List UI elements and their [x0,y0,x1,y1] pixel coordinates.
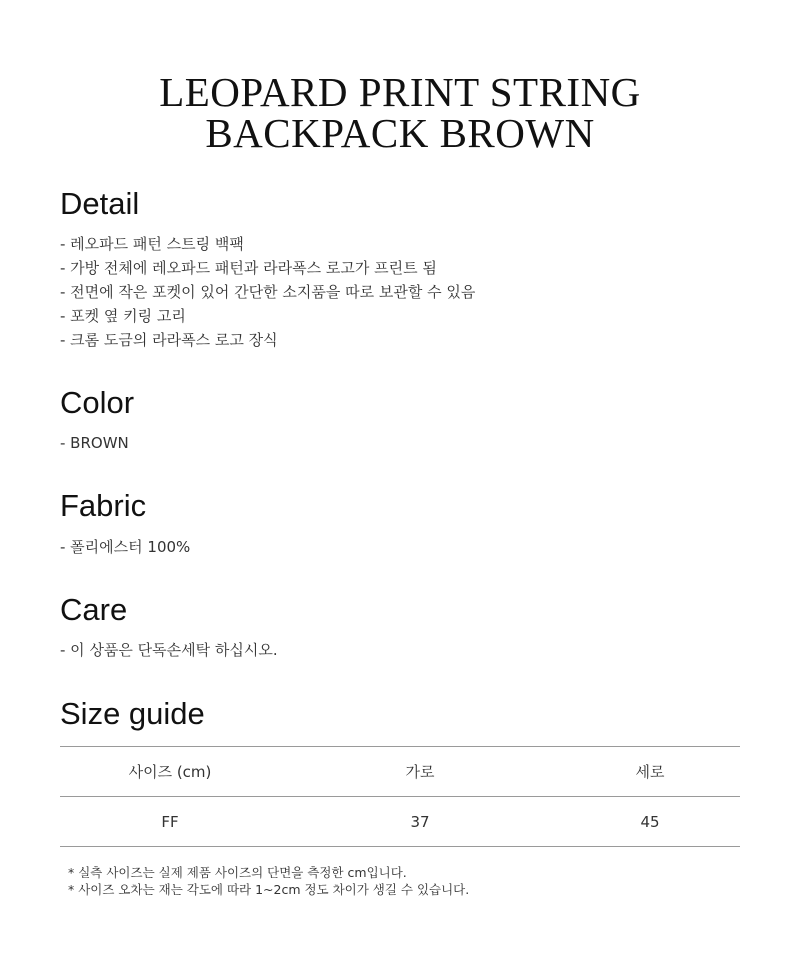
size-guide-heading: Size guide [60,696,205,731]
care-heading: Care [60,592,128,627]
size-note: * 실측 사이즈는 실제 제품 사이즈의 단면을 측정한 cm입니다. [68,865,407,880]
fabric-item: - 폴리에스터 100% [60,538,191,556]
size-table-header-height: 세로 [635,763,665,781]
detail-list [60,232,475,352]
detail-item: - 레오파드 패턴 스트링 백팩 [60,235,244,253]
product-title-line-1: LEOPARD PRINT STRING [159,69,641,115]
size-table [60,746,740,847]
fabric-list [60,535,190,559]
color-item: - BROWN [60,434,129,452]
product-title-line-2: BACKPACK BROWN [205,110,595,156]
care-item: - 이 상품은 단독손세탁 하십시오. [60,641,278,659]
height-cell: 45 [640,812,660,831]
fabric-heading: Fabric [60,488,147,523]
table-row [60,797,740,847]
size-notes [68,864,469,898]
width-cell: 37 [410,812,430,831]
color-heading: Color [60,385,135,420]
detail-item: - 전면에 작은 포켓이 있어 간단한 소지품을 따로 보관할 수 있음 [60,283,476,301]
size-table-header-row [60,747,740,797]
detail-item: - 가방 전체에 레오파드 패턴과 라라폭스 로고가 프린트 됨 [60,259,437,277]
size-table-header-width: 가로 [405,763,435,781]
detail-heading: Detail [60,186,140,221]
product-title [0,69,800,156]
care-list [60,638,278,662]
size-table-header-size: 사이즈 (cm) [128,763,212,781]
color-list [60,431,129,455]
detail-item: - 크롬 도금의 라라폭스 로고 장식 [60,331,278,349]
detail-item: - 포켓 옆 키링 고리 [60,307,186,325]
size-cell: FF [161,812,179,831]
size-note: * 사이즈 오차는 재는 각도에 따라 1~2cm 정도 차이가 생길 수 있습니다. [68,882,470,897]
